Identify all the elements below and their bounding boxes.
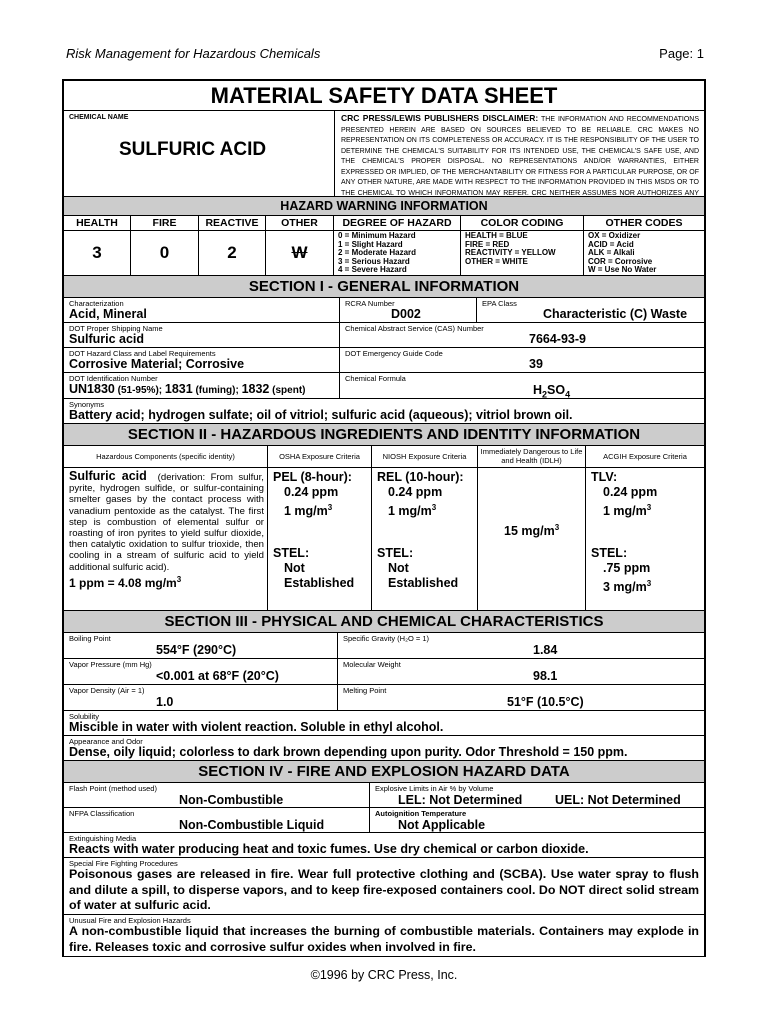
tlv-mg: 1 $mg/m^3$ (603, 503, 652, 519)
other-header: OTHER (266, 216, 334, 230)
synonyms-value: Battery acid; hydrogen sulfate; oil of vitriol; sulfuric acid (aqueous); vitriol brown oil. (69, 408, 573, 422)
s4-row-4 (64, 858, 704, 915)
explosive-limits-label: Explosive Limits in Air % by Volume (375, 784, 494, 793)
solubility-value: Miscible in water with violent reaction. Soluble in ethyl alcohol. (69, 720, 444, 734)
guide-code-value: 39 (529, 357, 543, 371)
disclaimer-text: THE INFORMATION AND RECOMMENDATIONS PRESENTED HEREIN ARE BASED ON SOURCES BELIEVED TO BE RELIABLE. CRC MAKES NO REPRESENTATION ON ITS COMPLETENESS OR ACCURACY. IT IS THE RESPONSIBILITY OF THE USER TO DETERMINE THE CHEMICAL'S SUITABILITY FOR ITS INTENDED USE, THE CHEMICAL'S SAFE USE, AND THE CHEMICAL'S PROPER DISPOSAL. NO REPRESENTATIONS AND/OR WARRANTIES, EITHER EXPRESSED OR IMPLIED, OF THE MERCHANTABILITY OR FITNESS FOR A PARTICULAR PURPOSE, OR OF ANY OTHER NATURE, ARE MADE WITH RESPECT TO THE INFORMATION PROVIDED IN THIS MSDS OR TO THE CHEMICAL TO WHICH INFORMATION MAY REFER. CRC NEITHER ASSUMES NOR AUTHORIZES ANY (341, 116, 699, 196)
section-1-title: SECTION I - GENERAL INFORMATION (64, 276, 704, 298)
tlv-ppm: 0.24 ppm (603, 485, 658, 499)
acgih-stel-2: 3 $mg/m^3$ (603, 579, 652, 595)
degree-header: DEGREE OF HAZARD (334, 216, 461, 230)
formula-value: $H_2SO_4$ (533, 383, 571, 398)
component-ppm: 1 ppm = 4.08 $mg/m^3$ (69, 574, 182, 590)
code-item: OX = Oxidizer (588, 231, 641, 240)
osha-stel-heading: STEL: (273, 546, 310, 560)
reactive-header: REACTIVE (199, 216, 266, 230)
molecular-weight-label: Molecular Weight (343, 660, 401, 669)
specific-gravity-value: 1.84 (533, 643, 558, 657)
solubility-label: Solubility (69, 712, 100, 721)
idlh-value: 15 $mg/m^3$ (504, 523, 560, 539)
niosh-stel-heading: STEL: (377, 546, 414, 560)
osha-header: OSHA Exposure Criteria (268, 446, 372, 467)
extinguishing-label: Extinguishing Media (69, 834, 137, 843)
s4-row-5 (64, 915, 704, 956)
pel-mg: 1 $mg/m^3$ (284, 503, 333, 519)
other-value: W (266, 231, 334, 275)
degree-list (334, 231, 461, 275)
unusual-hazards-value: A non-combustible liquid that increases the burning of combustible materials. Containers may explode in fire. Releases toxic and corrosive sulfur oxides when involved in fire. (69, 924, 699, 954)
flash-point-label: Flash Point (method used) (69, 784, 157, 793)
s3-row-3 (64, 685, 704, 711)
characterization-label: Characterization (69, 299, 124, 308)
s4-row-3 (64, 833, 704, 858)
rcra-value: D002 (391, 307, 421, 321)
health-header: HEALTH (64, 216, 131, 230)
special-procedures-value: Poisonous gases are released in fire. Wear full protective clothing and (SCBA). Use water spray to flush and dilute a spill, to disperse vapors, and to keep fire-exposed containers cool. Do NOT direct solid stream of water at sulfuric acid. (69, 867, 699, 912)
hazard-header-row (64, 216, 704, 231)
rel-heading: REL (10-hour): (377, 470, 464, 484)
rcra-label: RCRA Number (345, 299, 395, 308)
shipping-name-value: Sulfuric acid (69, 332, 145, 346)
chemical-name-label: CHEMICAL NAME (69, 114, 129, 121)
epa-label: EPA Class (482, 299, 517, 308)
s1-row-4 (64, 373, 704, 399)
nfpa-value: Non-Combustible Liquid (179, 818, 325, 832)
vapor-density-label: Vapor Density (Air = 1) (69, 686, 145, 695)
vapor-pressure-value: <0.001 at 68°F (20°C) (156, 669, 279, 683)
niosh-stel-2: Established (388, 576, 459, 590)
synonyms-label: Synonyms (69, 400, 105, 409)
rel-ppm: 0.24 ppm (388, 485, 443, 499)
nfpa-label: NFPA Classification (69, 809, 135, 818)
component-name: Sulfuric acid (69, 469, 147, 483)
s3-row-5 (64, 736, 704, 761)
epa-value: Characteristic (C) Waste (543, 307, 688, 321)
disclaimer-label: CRC PRESS/LEWIS PUBLISHERS DISCLAIMER: (341, 113, 539, 123)
degree-item: 2 = Moderate Hazard (338, 248, 417, 258)
degree-item: 3 = Serious Hazard (338, 256, 410, 266)
acgih-stel-1: .75 ppm (603, 561, 651, 575)
hazard-warning-title: HAZARD WARNING INFORMATION (64, 197, 704, 216)
hazard-class-label: DOT Hazard Class and Label Requirements (69, 349, 216, 358)
s1-row-2 (64, 323, 704, 348)
cas-value: 7664-93-9 (529, 332, 586, 346)
color-item: OTHER = WHITE (465, 256, 528, 266)
s1-row-1 (64, 298, 704, 323)
characterization-value: Acid, Mineral (69, 307, 147, 321)
color-item: HEALTH = BLUE (465, 231, 528, 240)
lel-value: LEL: Not Determined (398, 793, 523, 807)
degree-item: 1 = Slight Hazard (338, 239, 403, 249)
s2-header-row (64, 446, 704, 468)
pel-heading: PEL (8-hour): (273, 470, 352, 484)
chemical-row (64, 111, 704, 197)
s3-row-4 (64, 711, 704, 736)
specific-gravity-label: Specific Gravity (H₂O = 1) (343, 634, 430, 643)
code-item: W = Use No Water (588, 265, 657, 275)
code-item: ACID = Acid (588, 239, 634, 249)
section-3-title: SECTION III - PHYSICAL AND CHEMICAL CHARACTERISTICS (64, 611, 704, 633)
copyright-footer: ©1996 by CRC Press, Inc. (310, 968, 458, 982)
acgih-header: ACGIH Exposure Criteria (603, 452, 687, 461)
niosh-stel-1: Not (388, 561, 409, 575)
appearance-value: Dense, oily liquid; colorless to dark brown depending upon purity. Odor Threshold = 150 ppm. (69, 745, 628, 759)
osha-stel-1: Not (284, 561, 305, 575)
color-list (461, 231, 584, 275)
extinguishing-value: Reacts with water producing heat and toxic fumes. Use dry chemical or carbon dioxide. (69, 842, 589, 856)
shipping-name-label: DOT Proper Shipping Name (69, 324, 163, 333)
s3-row-1 (64, 633, 704, 659)
degree-item: 4 = Severe Hazard (338, 265, 407, 275)
melting-point-label: Melting Point (343, 686, 387, 695)
reactive-value: 2 (199, 231, 266, 275)
hazard-class-value: Corrosive Material; Corrosive (69, 357, 245, 371)
code-item: ALK = Alkali (588, 248, 635, 258)
autoignition-value: Not Applicable (398, 818, 486, 832)
msds-sheet (62, 79, 706, 957)
osha-stel-2: Established (284, 576, 355, 590)
code-item: COR = Corrosive (588, 256, 653, 266)
s4-row-2 (64, 808, 704, 833)
uel-value: UEL: Not Determined (555, 793, 681, 807)
color-coding-header: COLOR CODING (461, 216, 584, 230)
sheet-title: MATERIAL SAFETY DATA SHEET (64, 81, 704, 111)
rel-mg: 1 $mg/m^3$ (388, 503, 437, 519)
s1-row-5 (64, 399, 704, 424)
flash-point-value: Non-Combustible (179, 793, 284, 807)
acgih-stel-heading: STEL: (591, 546, 628, 560)
pel-ppm: 0.24 ppm (284, 485, 339, 499)
header-title: Risk Management for Hazardous Chemicals (66, 46, 321, 61)
degree-item: 0 = Minimum Hazard (338, 231, 416, 240)
boiling-point-value: 554°F (290°C) (156, 643, 237, 657)
section-2-title: SECTION II - HAZARDOUS INGREDIENTS AND IDENTITY INFORMATION (64, 424, 704, 446)
section-4-title: SECTION IV - FIRE AND EXPLOSION HAZARD DATA (64, 761, 704, 783)
s3-row-2 (64, 659, 704, 685)
hazard-values-row (64, 231, 704, 276)
codes-list (584, 231, 704, 275)
components-header: Hazardous Components (specific identity) (64, 446, 268, 467)
niosh-header: NIOSH Exposure Criteria (372, 446, 478, 467)
s4-row-1 (64, 783, 704, 808)
appearance-label: Appearance and Odor (69, 737, 143, 746)
autoignition-label: Autoignition Temperature (375, 809, 467, 818)
melting-point-value: 51°F (10.5°C) (507, 695, 584, 709)
formula-label: Chemical Formula (345, 374, 406, 383)
chemical-name: SULFURIC ACID (119, 139, 267, 160)
boiling-point-label: Boiling Point (69, 634, 111, 643)
dot-id-value: UN1830 (51-95%); 1831 (fuming); 1832 (spent) (69, 382, 306, 396)
vapor-density-value: 1.0 (156, 695, 174, 709)
fire-value: 0 (131, 231, 199, 275)
component-derivation: (derivation: From sulfur, pyrite, hydrogen sulfide, or sulfur-containing smelter gases by the contact process with vanadium pentoxide as the catalyst. The first step is combustion of elemental sulfur or roasting of iron pyrites to yield sulfur dioxide, then catalytic oxidation to sulfur trioxide, then cooling in a stream of sulfuric acid to yield additional sulfuric acid). (69, 472, 264, 573)
unusual-hazards-label: Unusual Fire and Explosion Hazards (69, 916, 191, 925)
tlv-heading: TLV: (591, 470, 618, 484)
special-procedures-label: Special Fire Fighting Procedures (69, 859, 178, 868)
s1-row-3 (64, 348, 704, 373)
idlh-header: Immediately Dangerous to Life and Health (IDLH) (478, 446, 586, 467)
guide-code-label: DOT Emergency Guide Code (345, 349, 443, 358)
other-codes-header: OTHER CODES (605, 217, 683, 229)
color-item: FIRE = RED (465, 239, 510, 249)
vapor-pressure-label: Vapor Pressure (mm Hg) (69, 660, 152, 669)
s2-body-row (64, 468, 704, 611)
fire-header: FIRE (131, 216, 199, 230)
molecular-weight-value: 98.1 (533, 669, 558, 683)
dot-id-label: DOT Identification Number (69, 374, 158, 383)
page-number: Page: 1 (659, 46, 704, 61)
health-value: 3 (64, 231, 131, 275)
cas-label: Chemical Abstract Service (CAS) Number (345, 324, 484, 333)
color-item: REACTIVITY = YELLOW (465, 248, 556, 258)
